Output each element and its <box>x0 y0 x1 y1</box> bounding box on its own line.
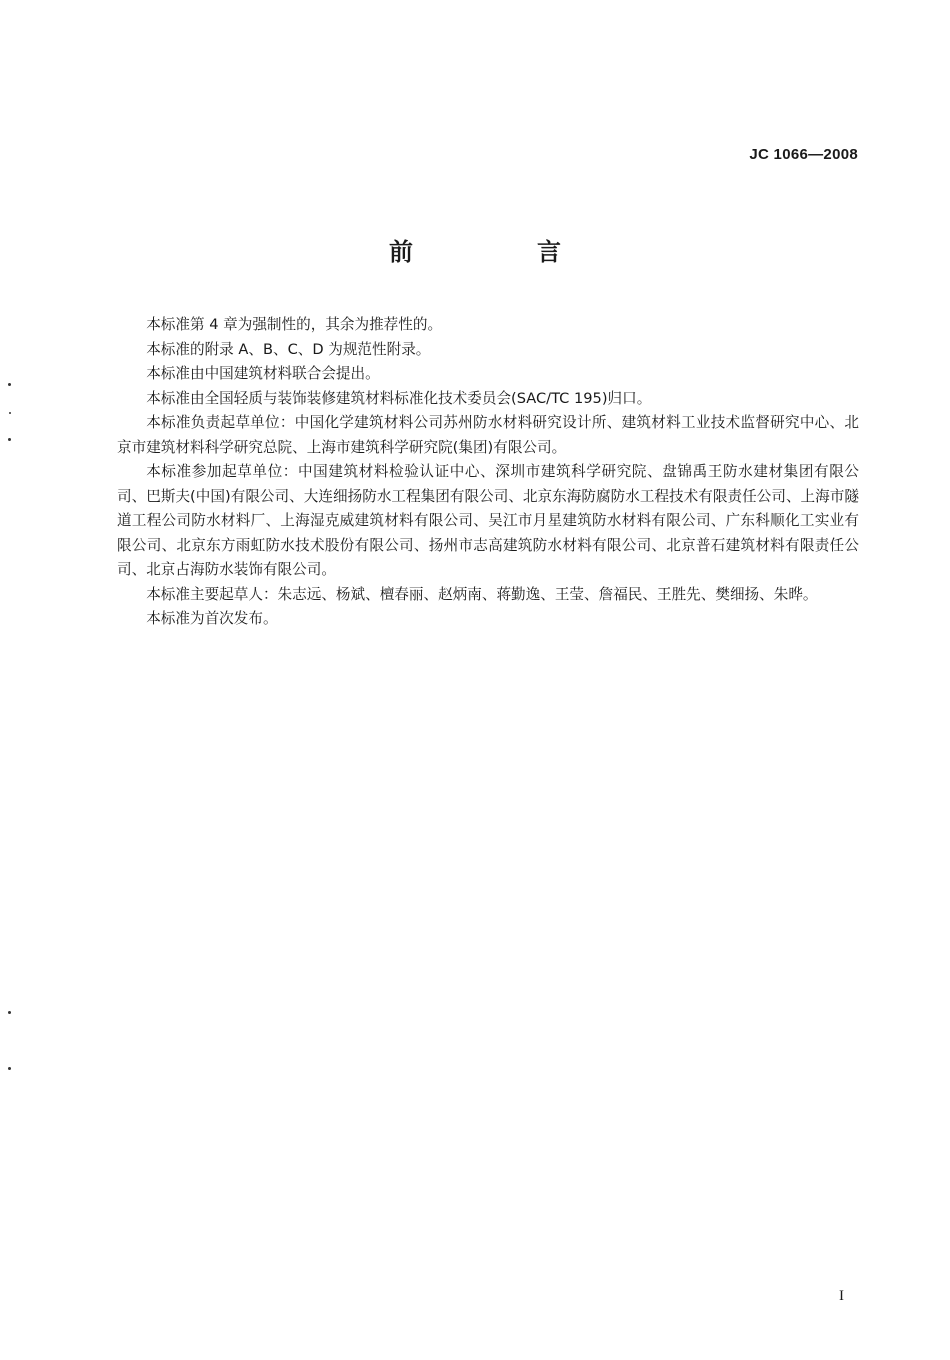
paragraph-drafting-units: 本标准负责起草单位：中国化学建筑材料公司苏州防水材料研究设计所、建筑材料工业技术监督研究中心、北京市建筑材料科学研究总院、上海市建筑科学研究院(集团)有限公司。 <box>117 414 859 456</box>
scan-speck <box>8 438 11 441</box>
page-number: I <box>839 1288 844 1304</box>
page-title: 前 言 <box>389 238 611 266</box>
paragraph-proposed-by: 本标准由中国建筑材料联合会提出。 <box>146 365 380 382</box>
paragraph-centralized-by: 本标准由全国轻质与装饰装修建筑材料标准化技术委员会(SAC/TC 195)归口。 <box>146 389 652 407</box>
paragraph-normative-annexes: 本标准的附录 A、B、C、D 为规范性附录。 <box>146 340 431 358</box>
foreword-body <box>117 313 859 632</box>
paragraph-first-release: 本标准为首次发布。 <box>146 610 278 627</box>
paragraph-participating-units: 本标准参加起草单位：中国建筑材料检验认证中心、深圳市建筑科学研究院、盘锦禹王防水建材集团有限公司、巴斯夫(中国)有限公司、大连细扬防水工程集团有限公司、北京东海防腐防水工程技术有限责任公司、上海市隧道工程公司防水材料厂、上海湿克威建筑材料有限公司、吴江市月星建筑防水材料有限公司、广东科顺化工实业有限公司、北京东方雨虹防水技术股份有限公司、扬州市志高建筑防水材料有限公司、北京普石建筑材料有限责任公司、北京占海防水装饰有限公司。 <box>117 463 859 578</box>
paragraph-mandatory-chapter: 本标准第 4 章为强制性的，其余为推荐性的。 <box>146 316 443 333</box>
paragraph-main-drafters: 本标准主要起草人：朱志远、杨斌、檀春丽、赵炳南、蒋勤逸、王莹、詹福民、王胜先、樊细扬、朱晔。 <box>146 585 818 603</box>
standard-code: JC 1066—2008 <box>749 146 858 163</box>
scan-speck <box>9 412 11 414</box>
scan-speck <box>8 383 11 386</box>
scan-speck <box>8 1011 11 1014</box>
scan-speck <box>8 1067 11 1070</box>
